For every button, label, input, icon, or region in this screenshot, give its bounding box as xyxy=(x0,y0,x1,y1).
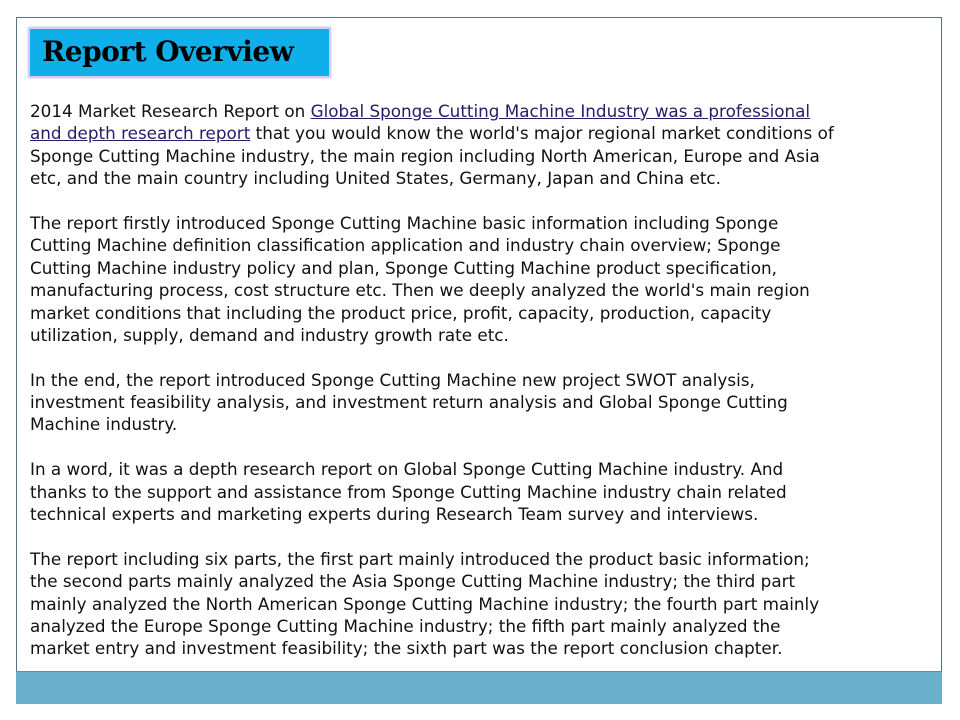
text-line: Machine industry. xyxy=(30,414,178,435)
paragraph-intro xyxy=(30,100,834,190)
text-line: mainly analyzed the North American Sponge Cutting Machine industry; the fourth part mainly xyxy=(30,593,820,614)
text-line: market entry and investment feasibility; the sixth part was the report conclusion chapter. xyxy=(30,638,783,659)
text-line: Cutting Machine definition classification application and industry chain overview; Sponge xyxy=(30,235,781,256)
text-line: The report firstly introduced Sponge Cutting Machine basic information including Sponge xyxy=(30,212,779,233)
paragraph-3 xyxy=(30,369,834,436)
text-line: investment feasibility analysis, and investment return analysis and Global Sponge Cutting xyxy=(30,392,788,413)
text-line: market conditions that including the product price, profit, capacity, production, capacity xyxy=(30,302,772,323)
text-line: In a word, it was a depth research report on Global Sponge Cutting Machine industry. And xyxy=(30,459,784,480)
text-line: utilization, supply, demand and industry growth rate etc. xyxy=(30,324,509,345)
footer-bar xyxy=(16,671,942,704)
text-line: analyzed the Europe Sponge Cutting Machine industry; the fifth part mainly analyzed the xyxy=(30,615,781,636)
title-banner xyxy=(28,27,331,78)
page-title: Report Overview xyxy=(42,35,294,68)
report-link-continued[interactable]: and depth research report xyxy=(30,123,251,144)
text-line: Sponge Cutting Machine industry, the main region including North American, Europe and Asia xyxy=(30,145,820,166)
intro-text: that you would know the world's major regional market conditions of xyxy=(250,123,834,144)
paragraph-4 xyxy=(30,458,834,525)
text-line: manufacturing process, cost structure etc. Then we deeply analyzed the world's main region xyxy=(30,280,810,301)
text-line: the second parts mainly analyzed the Asia Sponge Cutting Machine industry; the third part xyxy=(30,571,796,592)
text-line: In the end, the report introduced Sponge Cutting Machine new project SWOT analysis, xyxy=(30,369,755,390)
text-line: technical experts and marketing experts during Research Team survey and interviews. xyxy=(30,504,759,525)
report-link[interactable]: Global Sponge Cutting Machine Industry was a professional xyxy=(310,101,811,121)
intro-text: 2014 Market Research Report on xyxy=(30,101,311,121)
text-line: Cutting Machine industry policy and plan, Sponge Cutting Machine product specification, xyxy=(30,257,777,278)
paragraph-2 xyxy=(30,212,834,346)
text-line: etc, and the main country including United States, Germany, Japan and China etc. xyxy=(30,168,721,189)
report-content xyxy=(30,100,834,682)
text-line: The report including six parts, the first part mainly introduced the product basic information; xyxy=(30,548,810,569)
text-line: thanks to the support and assistance from Sponge Cutting Machine industry chain related xyxy=(30,481,787,502)
paragraph-5 xyxy=(30,548,834,660)
